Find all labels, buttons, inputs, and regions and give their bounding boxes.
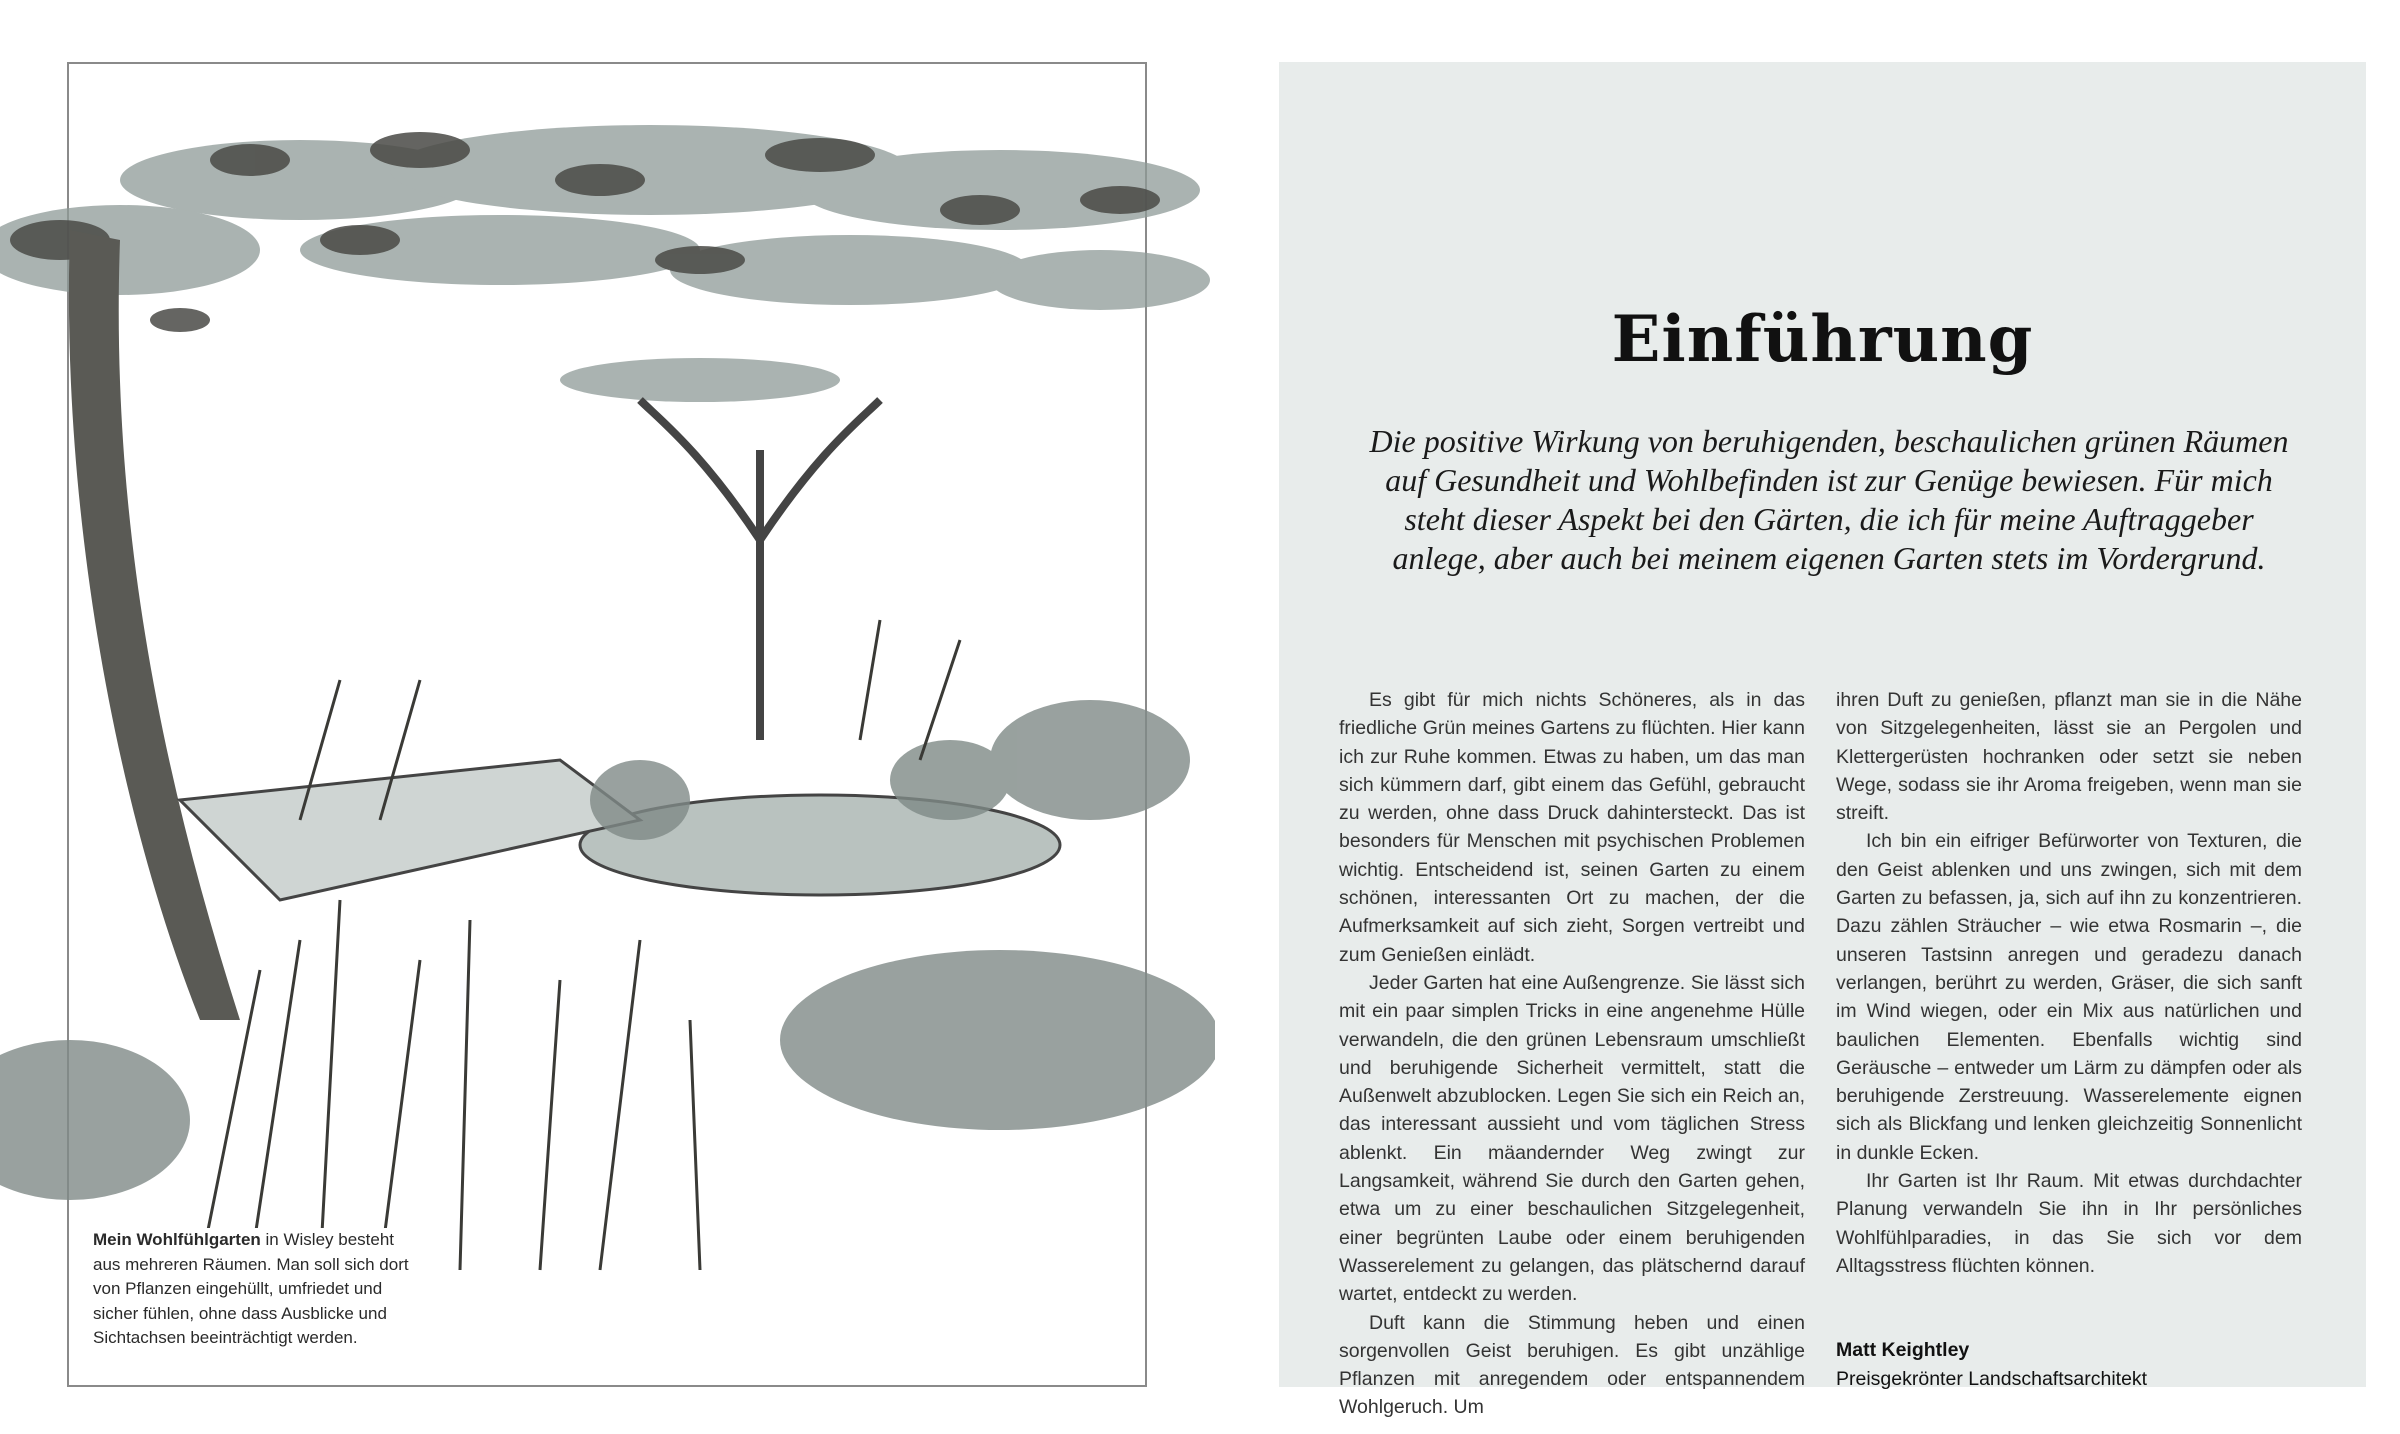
intro-lede: Die positive Wirkung von beruhigenden, beschaulichen grünen Räumen auf Gesundheit und Wohlbefinden ist zur Genüge bewiesen. Für mich steht dieser Aspekt bei den Gärten, die ich für meine Auftraggeber anlege, aber auch bei meinem eigenen Garten stets im Vordergrund. [1369,423,2289,576]
body-column-2 [1836,686,2302,1393]
caption-text: in Wisley besteht aus mehreren Räumen. Man soll sich dort von Pflanzen eingehüllt, umfriedet und sicher fühlen, ohne dass Ausblicke und Sichtachsen beeinträchtigt werden. [93,1230,409,1347]
paragraph: Jeder Garten hat eine Außengrenze. Sie lässt sich mit ein paar simplen Tricks in eine angenehme Hülle verwandeln, die den grünen Lebensraum umschließt und beruhigende Sicherheit vermittelt, statt die Außenwelt abzublocken. Legen Sie sich ein Reich an, das interessant aussieht und vom täglichen Stress ablenkt. Ein mäandernder Weg zwingt zur Langsamkeit, während Sie durch den Garten gehen, etwa um zu einer beschaulichen Sitzgelegenheit, einer begrünten Laube oder einem beruhigenden Wasserelement zu gelangen, das plätschernd darauf wartet, entdeckt zu werden. [1339,971,1805,1306]
garden-sketch-illustration [0,120,1215,1360]
body-column-1 [1339,686,1805,1422]
paragraph: ihren Duft zu genießen, pflanzt man sie in die Nähe von Sitzgelegenheiten, lässt sie an Pergolen und Klettergerüsten hochranken oder setzt sie neben Wege, sodass sie ihr Aroma freigeben, wenn man sie streift. [1836,689,2302,825]
author-name: Matt Keightley [1836,1339,1970,1362]
author-signature [1836,1336,2302,1393]
page-title: Einführung [1611,302,2034,377]
paragraph: Ich bin ein eifriger Befürworter von Texturen, die den Geist ablenken und uns zwingen, sich mit dem Garten zu befassen, ja, sich auf ihn zu konzentrieren. Dazu zählen Sträucher – wie etwa Rosmarin –, die unseren Tastsinn anregen und geradezu danach verlangen, berührt zu werden, Gräser, die sich sanft im Wind wiegen, oder ein Mix aus natürlichen und baulichen Elementen. Ebenfalls wichtig sind Geräusche – entweder um Lärm zu dämpfen oder als beruhigende Zerstreuung. Wasserelemente eignen sich als Blickfang und lenken gleichzeitig Sonnenlicht in dunkle Ecken. [1836,830,2302,1164]
author-role: Preisgekrönter Landschaftsarchitekt [1836,1367,2148,1390]
bench [180,760,640,900]
paragraph: Es gibt für mich nichts Schöneres, als in das friedliche Grün meines Gartens zu flüchten. Hier kann ich zur Ruhe kommen. Etwas zu haben, um das man sich kümmern darf, gibt einem das Gefühl, gebraucht zu werden, ohne dass Druck dahintersteckt. Das ist besonders für Menschen mit psychischen Problemen wichtig. Entscheidend ist, seinen Garten zu einem schönen, interessanten Ort zu machen, der die Aufmerksamkeit auf sich zieht, Sorgen vertreibt und zum Genießen einlädt. [1339,689,1805,966]
text-panel [1279,62,2366,1419]
tree-trunk [69,230,240,1020]
grasses [200,620,960,1270]
paragraph: Duft kann die Stimmung heben und einen sorgenvollen Geist beruhigen. Es gibt unzählige Pflanzen mit anregendem oder entspannendem Wohlgeruch. Um [1339,1311,1805,1419]
small-tree [640,400,880,740]
caption-bold-lead: Mein Wohlfühlgarten [93,1230,261,1249]
paragraph: Ihr Garten ist Ihr Raum. Mit etwas durchdachter Planung verwandeln Sie ihn in Ihr persönliches Wohlfühlparadies, in das Sie sich vor dem Alltagsstress flüchten können. [1836,1170,2302,1277]
illustration-caption [93,1228,413,1351]
